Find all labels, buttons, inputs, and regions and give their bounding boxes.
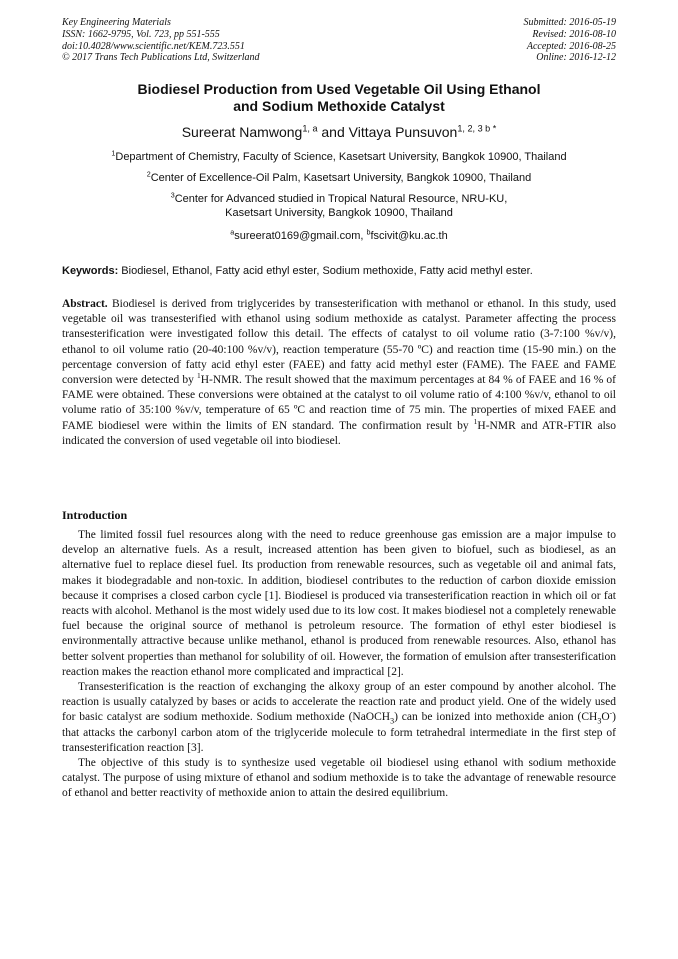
affiliation-2 (40, 171, 638, 185)
author-emails (40, 229, 638, 243)
abstract-label: Abstract. (62, 298, 108, 310)
journal-header (62, 17, 616, 64)
date-online: Online: 2016-12-12 (536, 52, 616, 64)
date-revised: Revised: 2016-08-10 (532, 28, 616, 40)
affiliation-3-line-1: Center for Advanced studied in Tropical Natural Resource, NRU-KU, (174, 193, 508, 205)
introduction-body (62, 528, 616, 802)
journal-name: Key Engineering Materials (62, 17, 171, 28)
author-2-marker: 1, 2, 3 b * (457, 123, 497, 134)
date-submitted: Submitted: 2016-05-19 (523, 17, 616, 28)
introduction-heading: Introduction (62, 508, 128, 522)
email-a-marker: a (230, 228, 235, 237)
author-2: Vittaya Punsuvon (348, 124, 458, 140)
affiliation-3 (40, 192, 638, 220)
intro-p2-text-b: ) can be ionized into methoxide anion (CH (394, 711, 598, 724)
email-b: fscivit@ku.ac.th (370, 230, 448, 242)
affiliation-1 (40, 150, 638, 164)
journal-issn: ISSN: 1662-9795, Vol. 723, pp 551-555 (62, 28, 220, 40)
keywords (62, 264, 616, 278)
email-b-marker: b (366, 228, 371, 237)
journal-info (62, 17, 260, 64)
intro-p2-sub-2: 3 (597, 716, 602, 726)
email-a: sureerat0169@gmail.com, (234, 230, 367, 242)
affiliation-2-marker: 2 (146, 170, 151, 179)
author-1: Sureerat Namwong (181, 124, 303, 140)
keywords-text: Biodiesel, Ethanol, Fatty acid ethyl ester, Sodium methoxide, Fatty acid methyl ester. (118, 265, 533, 277)
intro-p2-sup: - (609, 708, 613, 718)
affiliation-3-marker: 3 (170, 191, 175, 200)
intro-p2-text-c: O (601, 711, 610, 724)
intro-paragraph-1: The limited fossil fuel resources along with the need to reduce greenhouse gas emission are a major impulse to develop an alternative fuels. As a result, increased attention has been given to biofuel, such as biodiesel, as an alternative fuel to replace diesel fuel. Its production from renewable resources, such as vegetable oil and animal fats, makes it biodegradable and non-toxic. In addition, biodiesel contributes to the reduction of carbon dioxide emission because it comprises a closed carbon cycle [1]. Biodiesel is produced via transesterification reaction in which oil or fat reacts with alcohol. Methanol is the most widely used due to its low cost. It makes biodiesel not a completely renewable fuel because the original source of methanol is petroleum resource. The formation of ethyl ester biodiesel is environmentally attractive because unlike methanol, ethanol is produced from renewable resources. Also, ethanol has better solvent properties than methanol for solubility of oil. However, the formation of emulsion after transesterification reaction makes the reaction ethanol more complicated and impractical [2]. (62, 529, 616, 678)
intro-p2-text-a: Transesterification is the reaction of exchanging the alkoxy group of an ester compound by another alcohol. The reaction is usually catalyzed by bases or acids to accelerate the reaction rate and product yield. One of the widely used for basic catalyst are sodium methoxide. Sodium methoxide (NaOCH (62, 681, 616, 724)
affiliation-1-text: Department of Chemistry, Faculty of Science, Kasetsart University, Bangkok 10900, Thailand (115, 151, 567, 163)
abstract (62, 297, 616, 449)
intro-paragraph-2 (62, 680, 616, 756)
abstract-text-3: H-NMR and ATR-FTIR also indicated the conversion of used vegetable oil into biodiesel. (62, 419, 616, 447)
intro-p2-sub-1: 3 (390, 716, 395, 726)
author-list (40, 124, 638, 141)
date-accepted: Accepted: 2016-08-25 (526, 40, 616, 52)
affiliation-3-line-2: Kasetsart University, Bangkok 10900, Thailand (225, 207, 453, 219)
journal-copyright: © 2017 Trans Tech Publications Ltd, Switzerland (62, 52, 260, 64)
intro-paragraph-3: The objective of this study is to synthesize used vegetable oil biodiesel using ethanol with sodium methoxide catalyst. The purpose of using mixture of ethanol and sodium methoxide is to take the advantage of renewable resource of ethanol and better reactivity of methoxide anion to attain the desired equilibrium. (62, 757, 616, 800)
title-line-1: Biodiesel Production from Used Vegetable Oil Using Ethanol (137, 81, 541, 97)
journal-doi: doi:10.4028/www.scientific.net/KEM.723.551 (62, 40, 245, 52)
abstract-text-2: H-NMR. The result showed that the maximum percentages at 84 % of FAEE and 16 % of FAME were obtained. These conversions were obtained at the catalyst to oil volume ratio of 4:100 %v/v, ethanol to oil volume ratio of 35:100 %v/v, temperature of 65 ºC and reaction time of 75 min. The properties of mixed FAEE and FAME biodiesel were within the limits of EN standard. The confirmation result by (62, 374, 616, 432)
abstract-sup-1: 1 (196, 371, 201, 381)
publication-dates (524, 17, 617, 64)
title-line-2: and Sodium Methoxide Catalyst (233, 98, 445, 114)
affiliation-1-marker: 1 (111, 149, 116, 158)
abstract-sup-2: 1 (473, 416, 478, 426)
abstract-text-1: Biodiesel is derived from triglycerides by transesterification with methanol or ethanol. In this study, used vegetable oil was transesterified with ethanol using sodium methoxide as catalyst. Parameter affecting the process transesterification were investigated follow this detail. The effects of catalyst to oil volume ratio (3-7:100 %v/v), ethanol to oil volume ratio (20-40:100 %v/v), reaction temperature (55-70 ºC) and reaction time (15-90 min.) on the percentage conversion of fatty acid ethyl ester (FAEE) and fatty acid methyl ester (FAME). The FAEE and FAME conversion were detected by (62, 298, 616, 387)
affiliation-2-text: Center of Excellence-Oil Palm, Kasetsart University, Bangkok 10900, Thailand (150, 172, 532, 184)
author-1-marker: 1, a (302, 123, 318, 134)
keywords-label: Keywords: (62, 265, 119, 277)
author-separator: and (317, 124, 349, 140)
intro-p2-text-d: ) that attacks the carbonyl carbon atom of the triglyceride molecule to form tetrahedral intermediate in the first step of transesterification reaction [3]. (62, 711, 616, 754)
paper-title (40, 81, 638, 115)
